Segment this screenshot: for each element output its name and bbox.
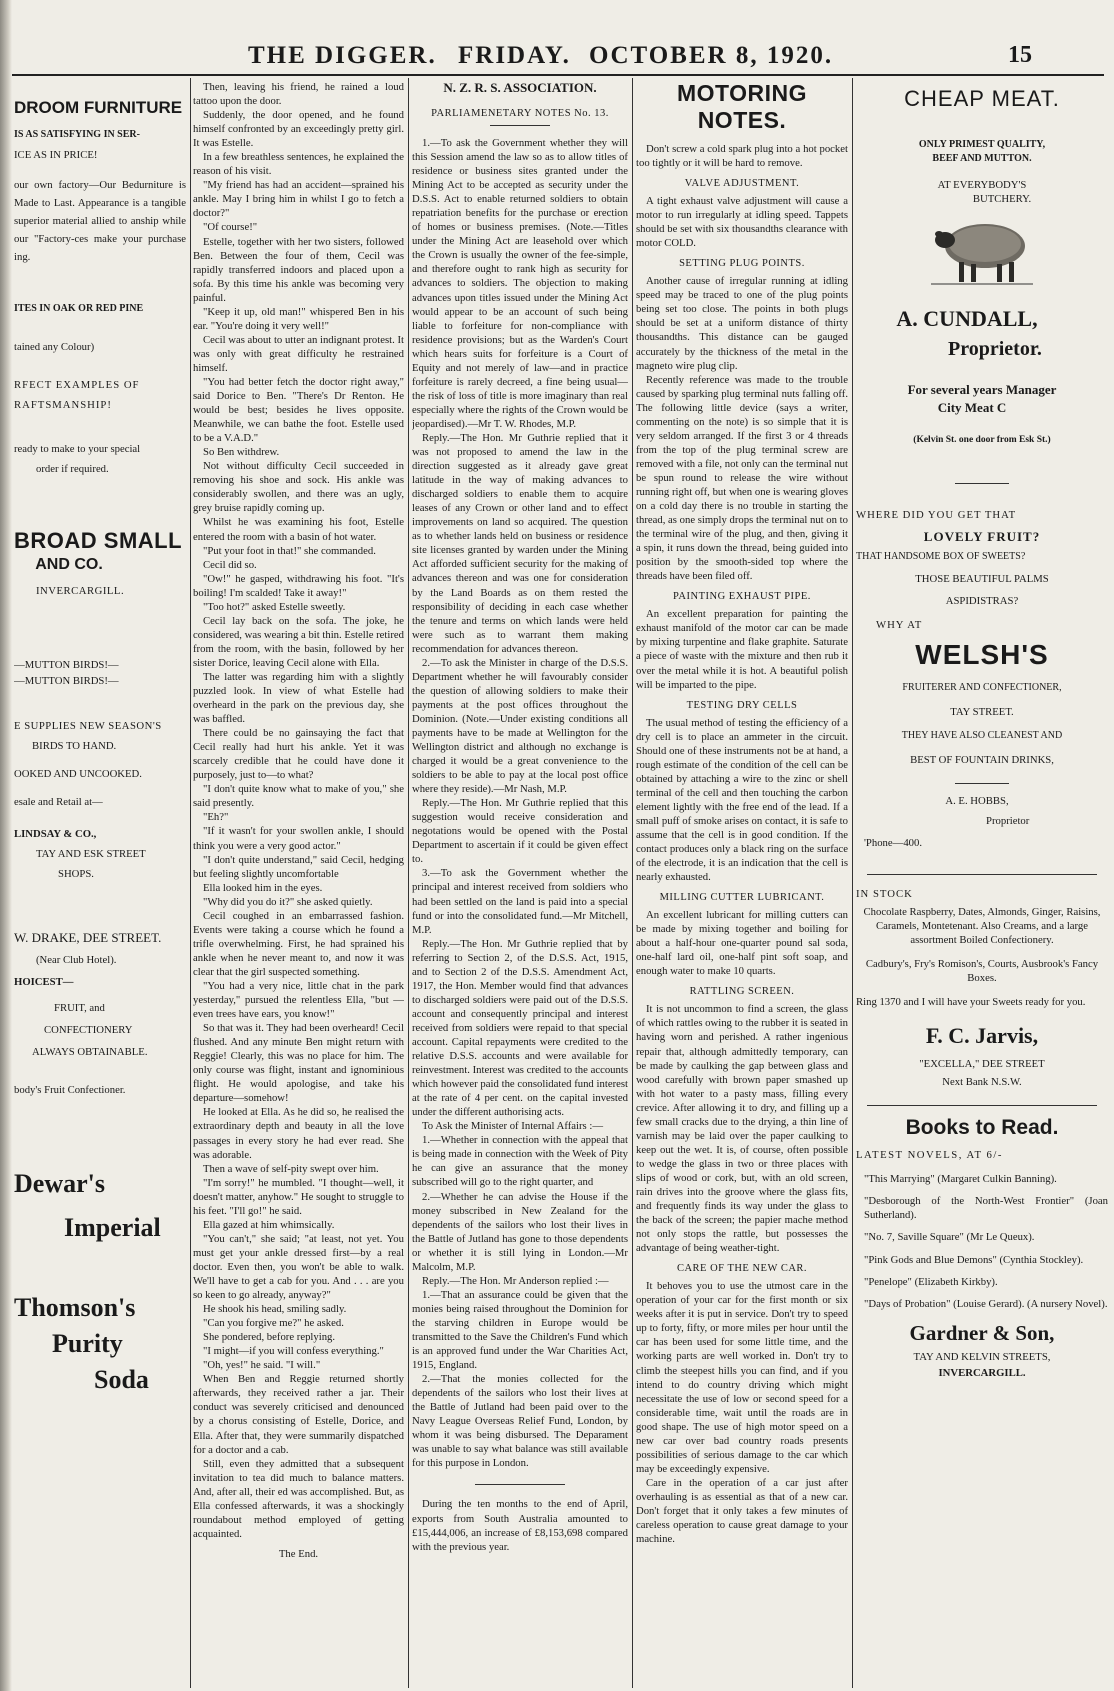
soda-text: Soda [94,1365,149,1395]
story-paragraph: When Ben and Reggie returned shortly afterwards, they received rather a jar. Their conduct was severely criticised and denounced by a chorus consisting of Estelle, Dorice, and Ella. After that, they were summarily dispatched for a doctor and a cab. [193,1373,404,1456]
cundall-city-meat: City Meat C [937,400,1007,416]
section-text: A tight exhaust valve adjustment will cause a motor to run irregularly at idling speed. Tappets should be set with six thousandths clearance with motor COLD. [636,195,848,250]
novel-item: "Desborough of the North-West Frontier" (Joan Sutherland). [864,1195,1108,1222]
section-text: Another cause of irregular running at idling speed may be traced to one of the plug points being set too close. The points in both plugs should be set at a uniform distance of thirty thousandths. This distance can be gauged accurately by the thickness of the metal in the magneto wire plug clip. [636,275,848,372]
colour-line: tained any Colour) [14,341,95,354]
section-heading: TESTING DRY CELLS [686,699,798,711]
column-divider [190,78,191,1688]
novels-list [856,1172,1108,1310]
story-paragraph: Still, even they admitted that a subsequent invitation to tea did much to balance matters. And, after all, their ed was accomplished. But, as Ella confessed afterwards, it was a shockingly roundabout method employed of getting acquainted. [193,1457,404,1540]
section-heading: PAINTING EXHAUST PIPE. [673,591,811,603]
broad-small-town: INVERCARGILL. [36,585,125,598]
confectionery-line: CONFECTIONERY [44,1024,133,1037]
motoring-heading: MOTORING NOTES. [676,80,808,133]
story-paragraph: Then a wave of self-pity swept over him. [203,1162,379,1175]
story-paragraph: "My friend has had an accident—sprained his ankle. May I bring him in whilst I go to fetch a doctor?" [193,179,404,220]
story-paragraph: "Of course!" [203,221,258,234]
newspaper-title: THE DIGGER. [248,42,437,69]
fruit-confectioner-line: body's Fruit Confectioner. [14,1084,126,1097]
motoring-intro: Don't screw a cold spark plug into a hot pocket too tightly or it will be hard to remove. [636,143,848,170]
column-divider [632,78,633,1688]
story-paragraph: "Ow!" he gasped, withdrawing his foot. "It's boiling! I'm scalded! Take it away!" [193,572,404,599]
section-text: Care in the operation of a car just after overhauling is as essential as that of a new car. Don't forget that it only takes a few minutes of careless operation to cause great damage to your machine. [636,1476,848,1546]
nzrs-paragraph: 2.—Whether he can advise the House if the money subscribed in New Zealand for the dependents of the sailors who lost their lives in the Battle of Jutland has gone to those dependents or whether it is still lying in London.—Mr Malcolm, M.P. [412,1190,628,1273]
nzrs-paragraph: Reply.—The Hon. Mr Guthrie replied that it was not proposed to amend the law in the direction suggested as it already gave great latitude in the way of making advances to discharged soldiers to enable them to acquire leases of any Crown or other land and to effect improvements on land so acquired. The question as to whether lands held on business or residence site licenses granted by warden under the Mining Act afforded sufficient security for the making of advances thereon and was one for consideration by the Land Boards as on them rested the responsibility of deciding in each case whether the tenure and terms on which lands were held were such as to warrant them making recommendation for advances thereon. [412,431,628,655]
hobbs-name: A. E. HOBBS, [945,794,1009,807]
story-paragraph: "Can you forgive me?" he asked. [203,1317,344,1330]
story-paragraph: So that was it. They had been overheard! Cecil flushed. And any minute Ben might return with Reggie! Clearly, this was no place for him. The only course was flight, instant and ignominious flight. He would apologise, and take his departure—somehow! [193,1022,404,1105]
ad-rule [867,874,1097,875]
story-paragraph: Suddenly, the door opened, and he found himself confronted by an exceedingly pretty girl. It was Estelle. [193,109,404,150]
story-end: The End. [278,1547,319,1560]
fruiterer-line: FRUITERER AND CONFECTIONER, [902,681,1062,693]
choicest-line: HOICEST— [14,975,74,988]
meat-line: AT EVERYBODY'S [937,179,1027,192]
story-paragraph: "Put your foot in that!" she commanded. [203,544,376,557]
furniture-body: our own factory—Our Bedurniture is Made to Last. Appearance is a tangible superior material allied to anship while our "Factory-ces make your purchase ing. [14,179,186,264]
column-story [193,80,404,1687]
meat-line: ONLY PRIMEST QUALITY, [918,139,1046,150]
nzrs-subheading: PARLIAMENETARY NOTES No. 13. [431,108,609,119]
section-text: An excellent lubricant for milling cutters can be made by mixing together and boiling for about a half-hour one-quarter pound sal soda, one-half lard oil, one-half pint soft soap, and enough water to make 10 quarts. [636,909,848,978]
cundall-name: A. CUNDALL, [896,306,1038,332]
cundall-address: (Kelvin St. one door from Esk St.) [913,435,1051,446]
column-ads-left [14,80,186,1685]
section-heading: SETTING PLUG POINTS. [679,258,805,270]
tay-street-line: TAY STREET. [950,705,1014,718]
section-heading: RATTLING SCREEN. [689,986,795,998]
meat-line: BEEF AND MUTTON. [932,153,1032,165]
story-paragraph: Ella looked him in the eyes. [203,881,323,894]
issue-day: FRIDAY. [458,42,571,69]
story-body [193,80,404,1541]
and-co: AND CO. [35,556,103,574]
story-paragraph: Ella gazed at him whimsically. [203,1218,335,1231]
ready-line: ready to make to your special [14,443,141,456]
examples-line: RFECT EXAMPLES OF [14,379,140,392]
section-text: An excellent preparation for painting the exhaust manifold of the motor car can be made by mixing turpentine and flake graphite. Saturate a piece of waste with the mixture and then rub it over the metal while it is hot. A beautiful polish will be imparted to the pipe. [636,608,848,691]
cooked-line: OOKED AND UNCOOKED. [14,767,142,780]
retail-line: esale and Retail at— [14,795,103,808]
novel-item: "Pink Gods and Blue Demons" (Cynthia Stockley). [864,1253,1084,1266]
drake-name: W. DRAKE, DEE STREET. [14,929,162,945]
story-paragraph: "I'm sorry!" he mumbled. "I thought—well, it doesn't matter, anyhow." He sought to struggle to his feet. "I'll go!" he said. [193,1176,404,1217]
meat-line: BUTCHERY. [972,193,1032,206]
latest-novels: LATEST NOVELS, AT 6/- [856,1149,1003,1162]
nzrs-paragraph: Reply.—The Hon. Mr Guthrie replied that this suggestion would receive consideration and negotations would be opened with the Postal Department to ascertain if it could be given effect to. [412,797,628,866]
jarvis-address: "EXCELLA," DEE STREET [919,1058,1045,1071]
section-heading: MILLING CUTTER LUBRICANT. [659,892,825,904]
order-line: order if required. [36,463,109,476]
purity-text: Purity [52,1329,123,1359]
furniture-line: ICE AS IN PRICE! [14,149,98,162]
nzrs-paragraph: 2.—That the monies collected for the dependents of the sailors who lost their lives at the Battle of Jutland had been paid over to the Navy League Overseas Relief Fund, London, by whom it was being disbursed. The Deparament was unable to say what balance was still available for this purpose in London. [412,1373,628,1470]
lindsay-shops: SHOPS. [58,867,94,880]
lindsay-name: LINDSAY & CO., [14,827,97,840]
story-paragraph: Estelle, together with her two sisters, followed Ben. Between the four of them, Cecil was rapidly transferred indoors and placed upon a sofa. By this time his ankle was becoming very painful. [193,235,404,304]
story-paragraph: There could be no gainsaying the fact that Cecil really had hurt his ankle. Yet it was scarcely credible that he could have done it purposely, just to—to what? [193,727,404,782]
story-paragraph: "I don't quite know what to make of you," she said presently. [193,783,404,810]
story-paragraph: The latter was regarding him with a slightly puzzled look. In view of what Estelle had overheard in the park on the previous day, she was baffled. [193,670,404,726]
story-paragraph: Cecil coughed in an embarrassed fashion. Events were taking a course which he found a trifle overwhelming. First, he had sprained his ankle when he never meant to, and now it was clear that the girl suspected something. [193,909,404,978]
mutton-birds-line: —MUTTON BIRDS!— [14,675,119,688]
column-ads-right [856,80,1108,1687]
fruit-line: FRUIT, and [54,1001,105,1014]
broad-small-name: BROAD SMALL [14,528,183,554]
story-paragraph: "If it wasn't for your swollen ankle, I should think you were a very good actor." [193,825,404,852]
story-paragraph: In a few breathless sentences, he explained the reason of his visit. [193,151,404,178]
dewars-text: Dewar's [14,1169,105,1199]
nzrs-exports-note: During the ten months to the end of April, exports from South Australia amounted to £15,444,006, an increase of £8,153,698 compared with the previous year. [412,1498,628,1553]
story-paragraph: So Ben withdrew. [203,446,280,459]
birds-to-hand-line: BIRDS TO HAND. [32,739,117,752]
ad-rule [955,783,1009,784]
story-paragraph: "I don't quite understand," said Cecil, hedging but feeling slightly uncomfortable [193,853,404,880]
story-paragraph: "You had a very nice, little chat in the park yesterday," pursued the relentless Ella, "but —even trees have ears, you know!" [193,980,404,1021]
section-heading: CARE OF THE NEW CAR. [676,1263,808,1275]
section-heading: VALVE ADJUSTMENT. [684,178,800,190]
lindsay-street: TAY AND ESK STREET [36,847,146,860]
story-paragraph: Not without difficulty Cecil succeeded in removing his shoe and sock. His ankle was considerably swollen, and there was an ugly, grey bruise rapidly coming up. [193,460,404,515]
story-paragraph: "You had better fetch the doctor right away," said Dorice to Ben. "There's Dr Renton. He would be best; besides he lives opposite. Meanwhile, we can bathe the foot. Estelle used to be a V.A.D." [193,375,404,445]
jarvis-name: F. C. Jarvis, [925,1023,1039,1049]
lovely-fruit: LOVELY FRUIT? [923,529,1041,545]
nzrs-paragraph: Reply.—The Hon. Mr Anderson replied :— [422,1274,609,1287]
nzrs-paragraph: 1.—That an assurance could be given that the monies being raised throughout the Dominion for the starving children in Europe would be transmitted to the Save the Children's Fund which is an approved fund under the War Charities Act, 1915, England. [412,1288,628,1372]
aspidistras-line: ASPIDISTRAS? [945,595,1019,608]
craftsmanship-line: RAFTSMANSHIP! [14,399,112,412]
sweets-question: THAT HANDSOME BOX OF SWEETS? [856,551,1026,563]
story-paragraph: Cecil did so. [203,558,257,571]
fruit-question: WHERE DID YOU GET THAT [856,509,1017,522]
oak-pine-line: ITES IN OAK OR RED PINE [14,303,144,315]
story-paragraph: "I might—if you will confess everything." [203,1345,384,1358]
story-paragraph: Cecil was about to utter an indignant protest. It was only with great difficulty he restrained himself. [193,333,404,374]
nzrs-paragraph: 1.—To ask the Government whether they will this Session amend the law so as to allow titles of residence or business sites granted under the Mining Act to be accepted as security under the D.S.S. Act to enable returned soldiers to obtain repatriation benefits for the purchase or erection of homes or business premises. (Note.—Titles under the Mining Act are leasehold over which the Crown is usually the owner of the fee-simple, and therefore ought to rank high as security for advances to soldiers. The objection to making advances upon titles issued under the Mining Act would appear to be an account of such being liable to forfeiture for non-compliance with residence provisions; but as the Warden's Court which hears suits for forfeiture is a Court of Equity and not merely of law—and in practice forfeiture is rarely decreed, a fine being usual—the risk of loss of title is more imaginary than real especially where the rights of the Crown would be jeopardised).—Mr T. W. Rhodes, M.P. [412,137,628,430]
page-number: 15 [1008,42,1032,68]
furniture-line: IS AS SATISFYING IN SER- [14,129,140,140]
masthead [0,42,1114,72]
column-motoring [636,80,848,1687]
nzrs-paragraph: To Ask the Minister of Internal Affairs :— [422,1120,604,1133]
ring-line: Ring 1370 and I will have your Sweets ready for you. [856,996,1086,1009]
gardner-address: TAY AND KELVIN STREETS, [913,1350,1051,1363]
masthead-rule [12,74,1104,76]
novel-item: "Penelope" (Elizabeth Kirkby). [864,1275,998,1288]
furniture-heading: DROOM FURNITURE [14,98,183,117]
nzrs-paragraph: 2.—To ask the Minister in charge of the D.S.S. Department whether he will favourably consider the question of allowing soldiers to make their payments at the post offices throughout the Dominion. (Note.—Under existing conditions all payments have to be made at Wellington for the Wellington district and although no exchange is charged it would be a great convenience to the soldiers to be able to pay at the local post office where they reside).—Mr Nash, M.P. [412,656,628,796]
welshs-name: WELSH'S [915,638,1049,670]
palms-question: THOSE BEAUTIFUL PALMS [915,573,1049,586]
page-binding-edge [0,0,12,1691]
nzrs-body [412,136,628,1470]
story-paragraph: Whilst he was examining his foot, Estelle entered the room with a basin of hot water. [193,516,404,543]
story-paragraph: Cecil lay back on the sofa. The joke, he considered, was wearing a bit thin. Estelle retired from the room, with the basin, followed by her sister Dorice, leaving Cecil alone with Ella. [193,614,404,669]
story-paragraph: "Too hot?" asked Estelle sweetly. [203,600,346,613]
cleanest-line: THEY HAVE ALSO CLEANEST AND [901,729,1063,741]
column-divider [852,78,853,1688]
nzrs-paragraph: Reply.—The Hon. Mr Guthrie replied that by referring to Section 2, of the D.S.S. Act, 1915, and to Section 2 of the D.S.S. Amendment Act, 1917, the Hon. Member would find that advances to discharged soldiers were paid out of the D.S.S. account and consequently principal and interest received from soldiers were repaid to that special account. Capital repayments were credited to the relative D.S.S. accounts and were available for reinvestment. Interest was credited to the accounts which however paid the consolidated fund interest at the rate of 4 per cent. on the capital invested under the different authorising acts. [412,937,628,1119]
story-paragraph: "Why did you do it?" she asked quietly. [203,895,373,908]
section-text: It behoves you to use the utmost care in the operation of your car for the first month or six weeks after it is put in service. Don't try to speed up to forty, fifty, or more miles per hour until the car has been used for some little time, and the working parts are well worked in. Don't try to climb the steepest hills you can find, and if you intend to do country driving which might necessitate the use of low or second speed for a considerable time, wait until the roads are in good shape. The use of high motor speed on a new car over bad country roads presents possibilities of serious damage to the car which may be exceedingly expensive. [636,1280,848,1475]
column-nzrs [412,80,628,1687]
nzrs-heading: N. Z. R. S. ASSOCIATION. [443,80,597,95]
always-obtainable-line: ALWAYS OBTAINABLE. [32,1046,148,1059]
near-club-line: (Near Club Hotel). [36,953,117,966]
story-paragraph: "Eh?" [203,811,229,824]
story-paragraph: "Keep it up, old man!" whispered Ben in his ear. "You're doing it very well!" [193,305,404,332]
nzrs-rule [490,125,550,126]
in-stock-heading: IN STOCK [856,887,913,900]
issue-date: OCTOBER 8, 1920. [589,42,834,69]
jarvis-next-bank: Next Bank N.S.W. [942,1076,1022,1089]
boxes-line: Cadbury's, Fry's Romison's, Courts, Ausbrook's Fancy Boxes. [865,958,1099,985]
section-text: The usual method of testing the efficiency of a dry cell is to place an ammeter in the circuit. Should one of these instruments not be at hand, a rough estimate of the condition of the cell can be obtained by attaching a wire to the zinc or shell terminal of the cell and then touching the carbon element lightly with the free end of the lead. If a small puff of smoke arises on contact, it is safe to assume that the cell is in good condition. If the contact produces only a black ring on the surface of the electrode, it is an indication that the cell is nearly exhausted. [636,716,848,884]
story-paragraph: "Oh, yes!" he said. "I will." [203,1359,321,1372]
novel-item: "This Marrying" (Margaret Culkin Banning). [864,1173,1057,1186]
why-at: WHY AT [876,619,923,632]
nzrs-paragraph: 1.—Whether in connection with the appeal that is being made in connection with the Week of Pity he can give an assurance that the money subscribed will go to the right quarter, and [412,1134,628,1189]
books-heading: Books to Read. [905,1116,1059,1140]
section-text: Recently reference was made to the trouble caused by sparking plug terminal nuts falling off. The following little device (says a writer, commenting on the note) is so simple that it is very seldom arranged. If the first 3 or 4 threads from the top of the plug terminal screw are removed with a file, not only can the terminal nut be spun round to release the wire without running right off, but when one is wearing gloves on a cold day there is no trouble in starting the thread, as one simply drops the terminal nut on to the terminal wire of the plug, and then, giving it a spin, it runs down the thread, being guided into position by the smooth-sided top where the threads have been filed off. [636,373,848,583]
supplies-line: E SUPPLIES NEW SEASON'S [14,719,162,732]
mutton-birds-line: —MUTTON BIRDS!— [14,659,119,672]
gardner-name: Gardner & Son, [909,1320,1055,1345]
story-paragraph: Then, leaving his friend, he rained a loud tattoo upon the door. [193,81,404,108]
hobbs-phone: 'Phone—400. [864,836,923,849]
story-paragraph: "You can't," she said; "at least, not yet. You must get your ankle dressed first—by a real doctor. Even then, you won't be able to walk. We'll have to get a cab for you. And . . . are you so keen to go already, anyway?" [193,1232,404,1302]
story-paragraph: He shook his head, smiling sadly. [203,1303,347,1316]
story-paragraph: He looked at Ella. As he did so, he realised the extraordinary depth and beauty in all the love passages in every story he had ever read. She was adorable. [193,1106,404,1161]
imperial-text: Imperial [64,1213,161,1243]
gardner-town: INVERCARGILL. [938,1366,1026,1379]
nzrs-paragraph: 3.—To ask the Government whether the principal and interest received from soldiers who had been settled on the land is paid into a special fund or into the consolidated fund.—Mr Mitchell, M.P. [412,867,628,936]
novel-item: "Days of Probation" (Louise Gerard). (A nursery Novel). [864,1297,1108,1310]
cundall-proprietor: Proprietor. [948,338,1042,361]
section-text: It is not uncommon to find a screen, the glass of which rattles owing to the rubber it is seated in having worn and perished. A rather ingenious repair that, although admittedly temporary, can be made by caulking the gap between glass and wood carefully with brown paper smashed up with hot water to a pasty mass, filling every crevice. After allowing it to dry, and filling up a few small cracks due to the drying, a thin line of varnish may be laid over the paper caulking to keep out the wet. It is, of course, often possible to wedge the glass in two or three places with slips of wood or cork, but, with an old screen, rain drives into the groove where the glass fits, and frequently finds its way under the glass to the back of the screen; the papier mache method not only stops the rattle, but possesses the advantage of being weather-tight. [636,1003,848,1255]
column-divider [408,78,409,1688]
story-paragraph: She pondered, before replying. [203,1331,336,1344]
thomsons-text: Thomson's [14,1293,136,1323]
ad-rule [955,483,1009,484]
cundall-manager: For several years Manager [907,382,1057,398]
nzrs-bottom-rule [475,1484,565,1485]
novel-item: "No. 7, Saville Square" (Mr Le Queux). [864,1231,1035,1244]
sheep-illustration-icon [927,212,1037,288]
fountain-line: BEST OF FOUNTAIN DRINKS, [910,753,1054,766]
cheap-meat-heading: CHEAP MEAT. [904,86,1060,111]
hobbs-proprietor: Proprietor [986,814,1030,827]
ad-rule [867,1105,1097,1106]
in-stock-list: Chocolate Raspberry, Dates, Almonds, Ginger, Raisins, Caramels, Montetenant. Also Creams, and a large assortment Boiled Confectionery. [863,905,1101,946]
